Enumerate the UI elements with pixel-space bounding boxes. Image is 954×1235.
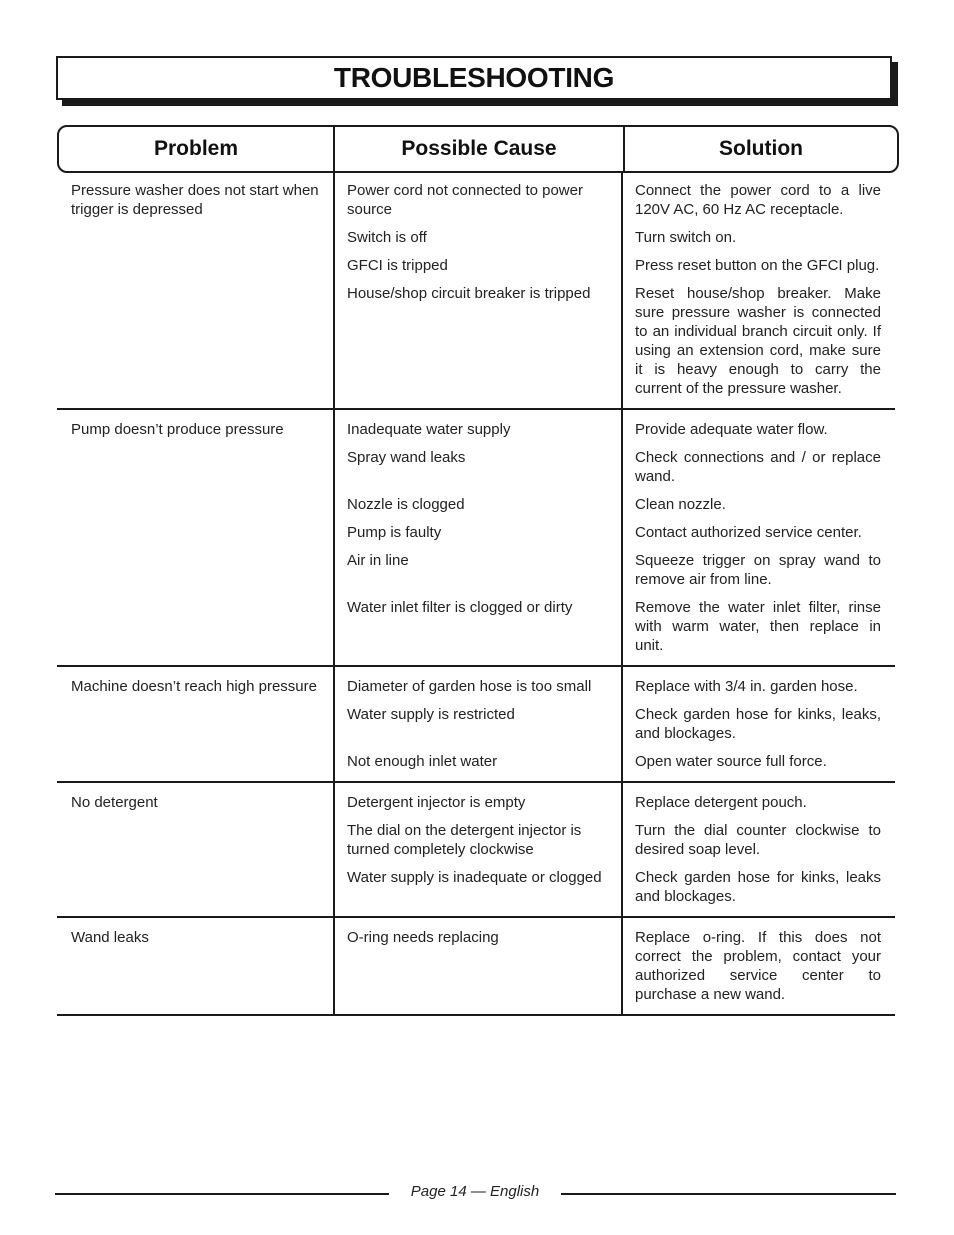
solution-cell [621,667,895,781]
solution-cell [621,410,895,665]
footer-rule-left [55,1193,389,1195]
cause-cell [333,783,621,916]
table-row-group [57,918,895,1016]
problem-cell [57,667,333,781]
page-title: TROUBLESHOOTING [333,62,615,93]
cause-text: Detergent injector is empty [347,794,526,811]
page-footer: Page 14 — English [410,1183,540,1200]
cause-text: Nozzle is clogged [347,496,465,513]
cause-text: O-ring needs replacing [347,929,499,946]
cause-text: Water inlet filter is clogged or dirty [347,599,573,616]
cause-text: Pump is faulty [347,524,442,541]
problem-cell [57,171,333,408]
solution-text: Clean nozzle. [635,496,726,513]
problem-text: Pump doesn’t produce pressure [71,421,284,438]
solution-text: Contact authorized service center. [635,524,862,541]
troubleshooting-table [57,171,895,1016]
header-solution: Solution [623,127,897,171]
solution-text: Open water source full force. [635,753,827,770]
cause-cell [333,410,621,665]
table-row-group [57,171,895,410]
problem-cell [57,783,333,916]
header-possible-cause: Possible Cause [333,127,623,171]
solution-text: Reset house/shop breaker. Make sure pressure washer is connected to an individual branch circuit only. If using an extension cord, make sure it is heavy enough to carry the current of the pressure washer. [635,285,881,397]
solution-text: Replace with 3/4 in. garden hose. [635,678,858,695]
solution-text: Turn the dial counter clockwise to desired soap level. [635,822,881,858]
cause-text: The dial on the detergent injector is turned completely clockwise [347,822,582,858]
problem-text: Machine doesn’t reach high pressure [71,678,317,695]
solution-text: Remove the water inlet filter, rinse with warm water, then replace in unit. [635,599,881,654]
solution-cell [621,783,895,916]
table-row-group [57,410,895,667]
cause-cell [333,667,621,781]
cause-text: Not enough inlet water [347,753,498,770]
table-row-group [57,783,895,918]
solution-text: Check connections and / or replace wand. [635,449,881,485]
cause-text: GFCI is tripped [347,257,448,274]
table-row-group [57,667,895,783]
problem-text: Wand leaks [71,929,149,946]
cause-text: Spray wand leaks [347,449,466,466]
solution-cell [621,171,895,408]
solution-text: Provide adequate water flow. [635,421,828,438]
cause-text: Diameter of garden hose is too small [347,678,592,695]
solution-cell [621,918,895,1014]
solution-text: Turn switch on. [635,229,737,246]
cause-text: Air in line [347,552,409,569]
problem-cell [57,410,333,665]
cause-cell [333,171,621,408]
problem-cell [57,918,333,1014]
title-box [56,56,892,100]
header-problem: Problem [153,137,239,160]
cause-text: Water supply is restricted [347,706,515,723]
solution-text: Replace o-ring. If this does not correct the problem, contact your authorized service center to purchase a new wand. [635,929,881,1003]
cause-text: Water supply is inadequate or clogged [347,869,602,886]
solution-text: Squeeze trigger on spray wand to remove air from line. [635,552,881,588]
solution-text: Press reset button on the GFCI plug. [635,257,880,274]
cause-text: House/shop circuit breaker is tripped [347,285,591,302]
problem-text: Pressure washer does not start when trigger is depressed [71,182,319,218]
footer-rule-right [561,1193,896,1195]
table-header [57,125,899,173]
cause-text: Switch is off [347,229,427,246]
solution-text: Connect the power cord to a live 120V AC, 60 Hz AC receptacle. [635,182,881,218]
problem-text: No detergent [71,794,158,811]
cause-text: Inadequate water supply [347,421,511,438]
page-title-banner [56,56,892,100]
solution-text: Replace detergent pouch. [635,794,807,811]
solution-text: Check garden hose for kinks, leaks, and blockages. [635,706,881,742]
solution-text: Check garden hose for kinks, leaks and blockages. [635,869,881,905]
cause-text: Power cord not connected to power source [347,182,583,218]
cause-cell [333,918,621,1014]
